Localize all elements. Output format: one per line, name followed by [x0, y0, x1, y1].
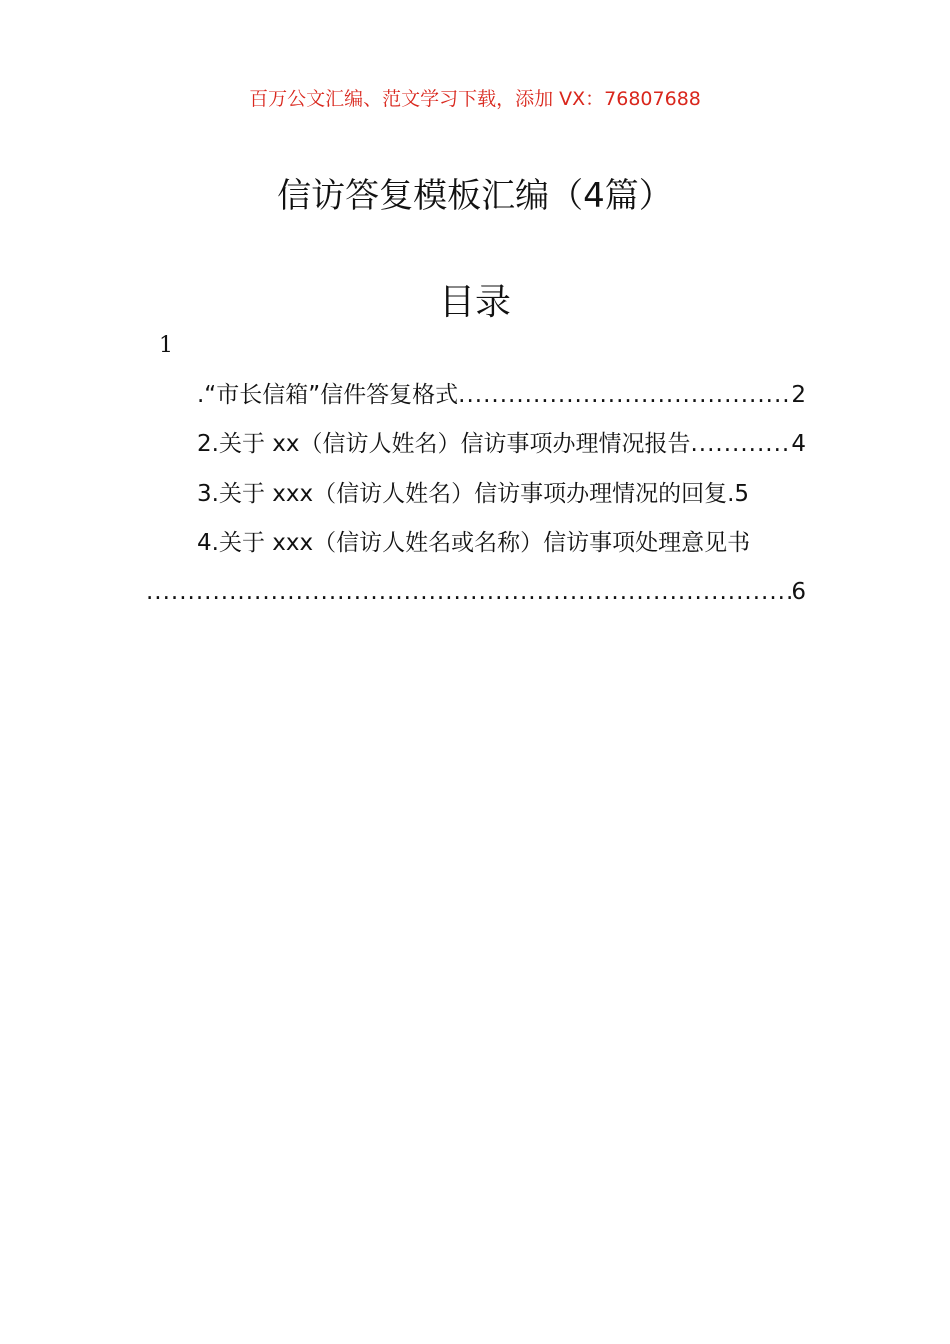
toc-entry-4[interactable]: [197, 527, 806, 559]
toc-entry-text: 4.关于 xxx（信访人姓名或名称）信访事项处理意见书: [197, 530, 751, 556]
toc-entry-text: .“市长信箱”信件答复格式: [197, 382, 459, 408]
toc-leader-dots: [458, 379, 791, 411]
toc-entry-2[interactable]: [197, 428, 806, 460]
toc-entry-1[interactable]: [197, 379, 806, 411]
toc-entry-3[interactable]: [197, 478, 806, 510]
toc-page-number: 5: [734, 481, 750, 507]
toc-page-number: 4: [791, 431, 806, 457]
toc-page-number: 6: [791, 579, 806, 605]
toc-page-number: 2: [791, 382, 806, 408]
toc-entry-text: 3.关于 xxx（信访人姓名）信访事项办理情况的回复.: [197, 481, 735, 507]
toc-entry-text: 2.关于 xx（信访人姓名）信访事项办理情况报告: [197, 431, 691, 457]
toc-entry-4-continuation[interactable]: [146, 576, 806, 608]
document-title: 信访答复模板汇编（4篇）: [277, 176, 673, 216]
footnote-number: 1: [159, 333, 173, 358]
toc-leader-dots: [690, 428, 791, 460]
watermark-header: 百万公文汇编、范文学习下载，添加 VX：76807688: [249, 88, 701, 110]
toc-leader-dots: [146, 576, 791, 608]
toc-heading: 目录: [438, 282, 511, 323]
